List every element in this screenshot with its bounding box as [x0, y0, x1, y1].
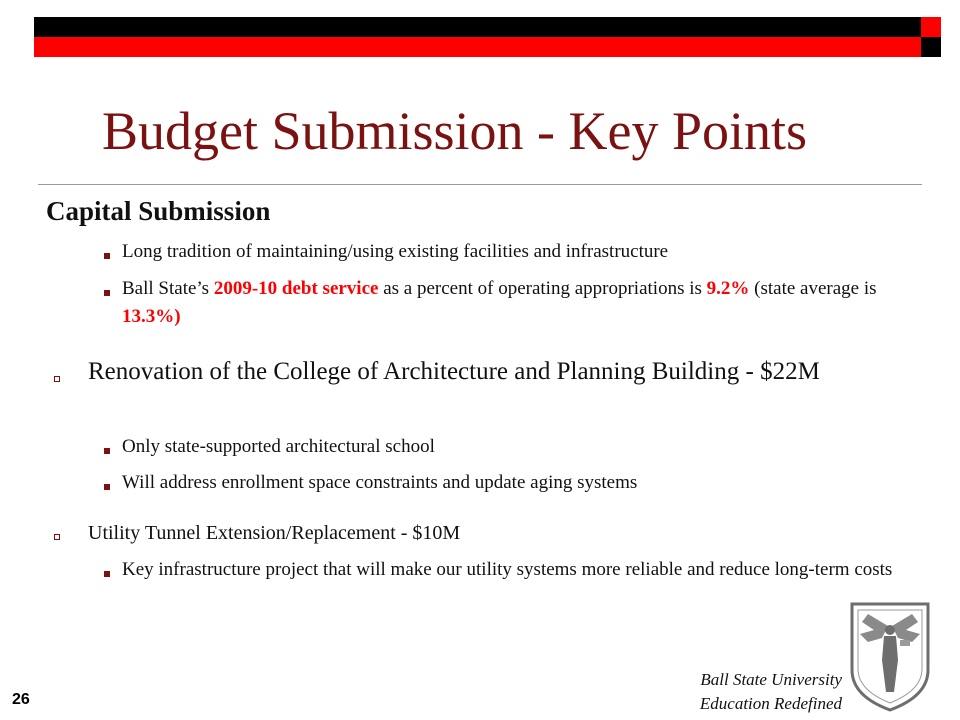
sub-item-text: Only state-supported architectural school	[122, 436, 435, 457]
bullet-text-part: as a percent of operating appropriations is	[378, 278, 707, 299]
hollow-square-bullet-icon	[54, 534, 60, 540]
project-label: Renovation of the College of Architecture and Planning Building - $22M	[88, 358, 820, 385]
sub-item-text: Will address enrollment space constraints and update aging systems	[122, 472, 638, 493]
beneficence-shield-icon	[848, 600, 932, 712]
square-bullet-icon	[104, 448, 110, 454]
footer-university: Ball State University	[700, 670, 842, 689]
footer-motto: Education Redefined	[699, 694, 842, 713]
title-divider	[38, 184, 922, 185]
bullet-text: Long tradition of maintaining/using existing facilities and infrastructure	[122, 241, 669, 262]
top-bar-red-square	[921, 17, 941, 37]
hollow-square-bullet-icon	[54, 376, 60, 382]
highlight-state-average: 13.3%)	[122, 306, 181, 327]
square-bullet-icon	[104, 290, 110, 296]
page-number: 26	[12, 691, 30, 708]
sub-item-text: Key infrastructure project that will make our utility systems more reliable and reduce long-term costs	[122, 559, 893, 580]
slide-title: Budget Submission - Key Points	[102, 101, 808, 161]
bullet-text	[122, 275, 922, 331]
square-bullet-icon	[104, 484, 110, 490]
highlight-debt-service: 2009-10 debt service	[213, 278, 379, 299]
footer-tagline	[700, 668, 842, 716]
bullet-text-part: Ball State’s	[122, 278, 214, 299]
square-bullet-icon	[104, 253, 110, 259]
top-bar-black	[34, 17, 941, 37]
top-bar-black-square	[921, 37, 941, 57]
top-bar-red	[34, 37, 921, 57]
bullet-text-part: (state average is	[749, 278, 877, 299]
highlight-percent: 9.2%	[706, 278, 750, 299]
project-label: Utility Tunnel Extension/Replacement - $10M	[88, 522, 461, 544]
square-bullet-icon	[104, 571, 110, 577]
section-heading: Capital Submission	[46, 196, 271, 226]
